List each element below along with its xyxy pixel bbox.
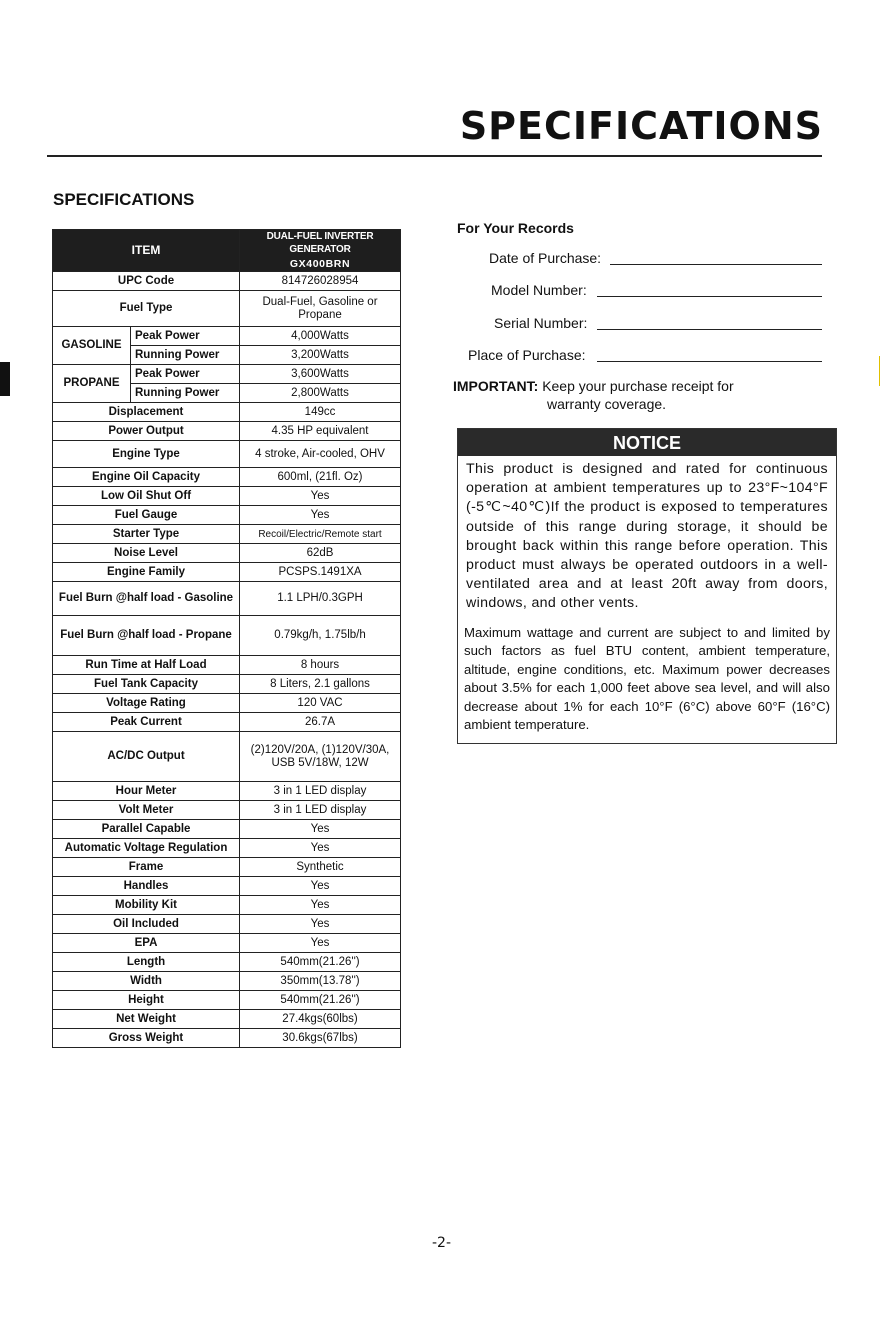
spec-value: 3 in 1 LED display (240, 782, 401, 801)
gasoline-group-label: GASOLINE (53, 327, 131, 365)
table-row (53, 1010, 401, 1029)
spec-label: Displacement (53, 403, 240, 422)
spec-value: 4 stroke, Air-cooled, OHV (240, 441, 401, 468)
spec-value: (2)120V/20A, (1)120V/30A, USB 5V/18W, 12W (240, 732, 401, 782)
table-row (53, 877, 401, 896)
spec-value: Yes (240, 820, 401, 839)
spec-label: Engine Family (53, 563, 240, 582)
binding-mark-left (0, 362, 10, 396)
spec-value: Yes (240, 506, 401, 525)
spec-value: 0.79kg/h, 1.75lb/h (240, 616, 401, 656)
spec-label: Net Weight (53, 1010, 240, 1029)
spec-label: Width (53, 972, 240, 991)
spec-value: 27.4kgs(60lbs) (240, 1010, 401, 1029)
important-text-cont: warranty coverage. (547, 396, 667, 412)
spec-value: Yes (240, 487, 401, 506)
propane-group-label: PROPANE (53, 365, 131, 403)
spec-label: UPC Code (53, 272, 240, 291)
table-row (53, 441, 401, 468)
spec-label: Hour Meter (53, 782, 240, 801)
records-title: For Your Records (457, 220, 574, 236)
spec-label: Running Power (131, 346, 240, 365)
spec-value: Yes (240, 915, 401, 934)
place-of-purchase-line (597, 361, 822, 362)
table-row (53, 422, 401, 441)
model-number-line (597, 296, 822, 297)
page-title: SPECIFICATIONS (459, 104, 823, 148)
table-row (53, 972, 401, 991)
important-text: Keep your purchase receipt for (542, 378, 734, 394)
binding-mark-right (879, 356, 880, 386)
page-number: -2- (431, 1235, 451, 1251)
spec-value: 600ml, (21fl. Oz) (240, 468, 401, 487)
table-row (53, 563, 401, 582)
spec-value: 3 in 1 LED display (240, 801, 401, 820)
spec-label: Mobility Kit (53, 896, 240, 915)
spec-value: Recoil/Electric/Remote start (240, 525, 401, 544)
table-row (53, 675, 401, 694)
spec-value: 3,200Watts (240, 346, 401, 365)
spec-value: 30.6kgs(67lbs) (240, 1029, 401, 1048)
table-row (53, 732, 401, 782)
model-column-header (240, 230, 401, 272)
table-row (53, 782, 401, 801)
table-header-row (53, 230, 401, 272)
spec-label: Engine Type (53, 441, 240, 468)
spec-label: Run Time at Half Load (53, 656, 240, 675)
table-row (53, 403, 401, 422)
spec-value: 540mm(21.26'') (240, 953, 401, 972)
table-row (53, 272, 401, 291)
spec-label: Fuel Gauge (53, 506, 240, 525)
spec-label: AC/DC Output (53, 732, 240, 782)
table-row (53, 915, 401, 934)
spec-value: PCSPS.1491XA (240, 563, 401, 582)
spec-value: Yes (240, 896, 401, 915)
spec-value: 4,000Watts (240, 327, 401, 346)
important-label: IMPORTANT: (453, 378, 539, 394)
spec-value: 8 hours (240, 656, 401, 675)
table-row (53, 953, 401, 972)
table-row (53, 544, 401, 563)
place-of-purchase-label: Place of Purchase: (468, 347, 586, 363)
notice-paragraph-1: This product is designed and rated for continuous operation at ambient temperatures up to 23°F~104°F (-5℃~40℃)If the product is exposed to temperatures outside of this range during storage, it should be brought back within this range before operation. This product must always be operated outdoors in a well-ventilated area and at least 20ft away from doors, windows, and other vents. (466, 461, 828, 612)
table-row (53, 839, 401, 858)
table-row (53, 468, 401, 487)
spec-label: Running Power (131, 384, 240, 403)
spec-label: Peak Current (53, 713, 240, 732)
title-rule (47, 155, 822, 157)
spec-value: 120 VAC (240, 694, 401, 713)
spec-label: Fuel Tank Capacity (53, 675, 240, 694)
date-of-purchase-line (610, 264, 822, 265)
specifications-table (52, 229, 401, 1048)
table-row (53, 694, 401, 713)
spec-label: Height (53, 991, 240, 1010)
spec-label: Noise Level (53, 544, 240, 563)
table-row (53, 713, 401, 732)
table-row (53, 896, 401, 915)
spec-label: Gross Weight (53, 1029, 240, 1048)
records-section (457, 220, 574, 236)
spec-label: EPA (53, 934, 240, 953)
spec-value: 4.35 HP equivalent (240, 422, 401, 441)
spec-value: 149cc (240, 403, 401, 422)
spec-value: 540mm(21.26'') (240, 991, 401, 1010)
model-header-line1: DUAL-FUEL INVERTER GENERATOR (266, 231, 374, 255)
serial-number-line (597, 329, 822, 330)
table-row (53, 616, 401, 656)
serial-number-label: Serial Number: (494, 315, 588, 331)
spec-label: Parallel Capable (53, 820, 240, 839)
table-row (53, 327, 401, 346)
spec-value: Synthetic (240, 858, 401, 877)
spec-label: Fuel Type (53, 291, 240, 327)
notice-paragraph-2: Maximum wattage and current are subject to and limited by such factors as fuel BTU content, ambient temperature, altitude, engine conditions, etc. Maximum power decreases about 3.5% for each 1,000 feet above sea level, and will also decrease about 1% for each 10°F (6°C) above 60°F (16°C) ambient temperature. (464, 624, 830, 733)
model-header-line2: GX400BRN (289, 258, 351, 270)
table-row (53, 656, 401, 675)
spec-value: 62dB (240, 544, 401, 563)
table-row (53, 991, 401, 1010)
spec-label: Fuel Burn @half load - Propane (53, 616, 240, 656)
spec-label: Engine Oil Capacity (53, 468, 240, 487)
spec-value: 8 Liters, 2.1 gallons (240, 675, 401, 694)
spec-label: Handles (53, 877, 240, 896)
spec-label: Peak Power (131, 365, 240, 384)
spec-value: 2,800Watts (240, 384, 401, 403)
spec-value: 350mm(13.78'') (240, 972, 401, 991)
spec-label: Low Oil Shut Off (53, 487, 240, 506)
date-of-purchase-label: Date of Purchase: (489, 250, 602, 266)
spec-label: Power Output (53, 422, 240, 441)
spec-value: Yes (240, 934, 401, 953)
model-number-label: Model Number: (491, 282, 587, 298)
spec-value: 3,600Watts (240, 365, 401, 384)
important-note (453, 377, 773, 413)
spec-label: Automatic Voltage Regulation (53, 839, 240, 858)
spec-value: Yes (240, 877, 401, 896)
notice-box (457, 428, 837, 744)
notice-title: NOTICE (458, 429, 836, 456)
spec-label: Oil Included (53, 915, 240, 934)
spec-label: Fuel Burn @half load - Gasoline (53, 582, 240, 616)
spec-value: Yes (240, 839, 401, 858)
table-row (53, 487, 401, 506)
table-row (53, 365, 401, 384)
spec-label: Volt Meter (53, 801, 240, 820)
item-column-header: ITEM (53, 230, 240, 272)
table-row (53, 1029, 401, 1048)
table-row (53, 506, 401, 525)
spec-label: Peak Power (131, 327, 240, 346)
section-heading: SPECIFICATIONS (53, 190, 195, 209)
spec-value: 1.1 LPH/0.3GPH (240, 582, 401, 616)
table-row (53, 934, 401, 953)
spec-label: Frame (53, 858, 240, 877)
table-row (53, 291, 401, 327)
spec-label: Starter Type (53, 525, 240, 544)
spec-value: 26.7A (240, 713, 401, 732)
table-row (53, 525, 401, 544)
table-row (53, 820, 401, 839)
spec-label: Length (53, 953, 240, 972)
spec-value: Dual-Fuel, Gasoline or Propane (240, 291, 401, 327)
table-row (53, 582, 401, 616)
spec-label: Voltage Rating (53, 694, 240, 713)
table-row (53, 801, 401, 820)
spec-value: 814726028954 (240, 272, 401, 291)
table-row (53, 858, 401, 877)
